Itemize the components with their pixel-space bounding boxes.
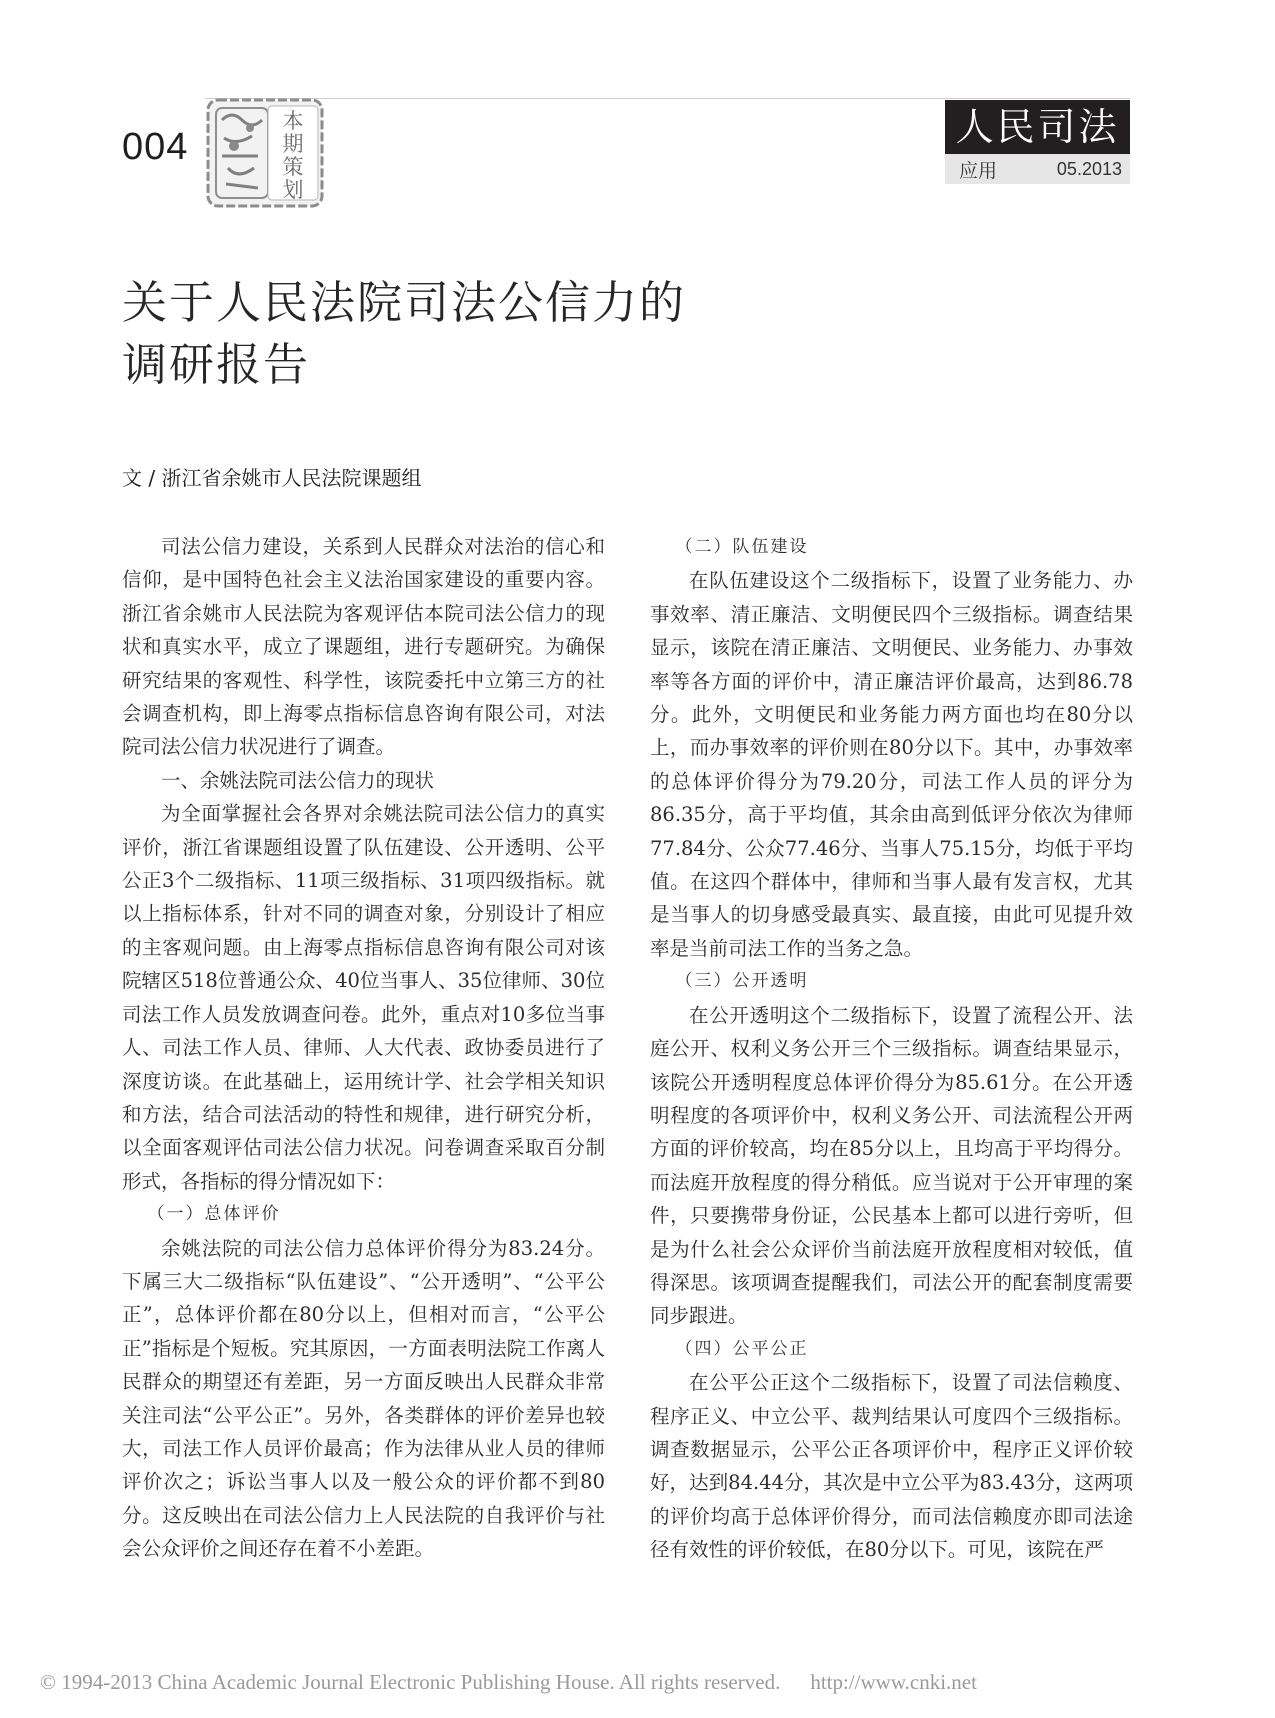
section-label-char-4: 划	[282, 178, 304, 202]
subsection-heading: （三）公开透明	[675, 971, 809, 992]
byline: 文 / 浙江省余姚市人民法院课题组	[122, 466, 422, 490]
subsection-heading: （一）总体评价	[147, 1204, 281, 1225]
header-rule	[205, 98, 1130, 99]
section-heading: 一、余姚法院司法公信力的现状	[161, 768, 435, 792]
copyright-footer	[40, 1670, 1060, 1695]
subsection-heading: （四）公平公正	[675, 1338, 809, 1359]
body-column-left	[122, 530, 605, 1566]
paragraph: 司法公信力建设，关系到人民群众对法治的信心和信仰，是中国特色社会主义法治国家建设的重要内容。浙江省余姚市人民法院为客观评估本院司法公信力的现状和真实水平，成立了课题组，进行专题研究。为确保研究结果的客观性、科学性，该院委托中立第三方的社会调查机构，即上海零点指标信息咨询有限公司，对法院司法公信力状况进行了调查。	[122, 535, 605, 759]
subsection-heading: （二）队伍建设	[675, 537, 809, 557]
paragraph: 在公开透明这个二级指标下，设置了流程公开、法庭公开、权利义务公开三个三级指标。调查结果显示，该院公开透明程度总体评价得分为85.61分。在公开透明程度的各项评价中，权利义务公开、司法流程公开两方面的评价较高，均在85分以上，且均高于平均得分。而法庭开放程度的得分稍低。应当说对于公开审理的案件，只要携带身份证，公民基本上都可以进行旁听，但是为什么社会公众评价当前法庭开放程度相对较低，值得深思。该项调查提醒我们，司法公开的配套制度需要同步跟进。	[650, 1003, 1133, 1328]
article-title-line: 调研报告	[122, 338, 311, 391]
issue-number: 05.2013	[1056, 158, 1122, 179]
article-title-line: 关于人民法院司法公信力的	[122, 276, 687, 329]
paragraph: 余姚法院的司法公信力总体评价得分为83.24分。下属三大二级指标“队伍建设”、“公开透明”、“公平公正”，总体评价都在80分以上，但相对而言，“公平公正”指标是个短板。究其原因，一方面表明法院工作离人民群众的期望还有差距，另一方面反映出人民群众非常关注司法“公平公正”。另外，各类群体的评价差异也较大，司法工作人员评价最高；作为法律从业人员的律师评价次之；诉讼当事人以及一般公众的评价都不到80分。这反映出在司法公信力上人民法院的自我评价与社会公众评价之间还存在着不小差距。	[122, 1236, 605, 1561]
article-title	[122, 272, 822, 396]
page-number: 004	[122, 126, 189, 168]
magazine-title: 人民司法	[945, 100, 1130, 154]
paragraph: 在队伍建设这个二级指标下，设置了业务能力、办事效率、清正廉洁、文明便民四个三级指标。调查结果显示，该院在清正廉洁、文明便民、业务能力、办事效率等各方面的评价中，清正廉洁评价最高，达到86.78分。此外，文明便民和业务能力两方面也均在80分以上，而办事效率的评价则在80分以下。其中，办事效率的总体评价得分为79.20分，司法工作人员的评分为86.35分，高于平均值，其余由高到低评分依次为律师77.84分、公众77.46分、当事人75.15分，均低于平均值。在这四个群体中，律师和当事人最有发言权，尤其是当事人的切身感受最真实、最直接，由此可见提升效率是当前司法工作的当务之急。	[650, 569, 1133, 960]
paragraph: 为全面掌握社会各界对余姚法院司法公信力的真实评价，浙江省课题组设置了队伍建设、公开透明、公平公正3个二级指标、11项三级指标、31项四级指标。就以上指标体系，针对不同的调查对象，分别设计了相应的主客观问题。由上海零点指标信息咨询有限公司对该院辖区518位普通公众、40位当事人、35位律师、30位司法工作人员发放调查问卷。此外，重点对10多位当事人、司法工作人员、律师、人大代表、政协委员进行了深度访谈。在此基础上，运用统计学、社会学相关知识和方法，结合司法活动的特性和规律，进行研究分析，以全面客观评估司法公信力状况。问卷调查采取百分制形式，各指标的得分情况如下：	[122, 802, 605, 1193]
paragraph: 在公平公正这个二级指标下，设置了司法信赖度、程序正义、中立公平、裁判结果认可度四个三级指标。调查数据显示，公平公正各项评价中，程序正义评价较好，达到84.44分，其次是中立公平为83.43分，这两项的评价均高于总体评价得分，而司法信赖度亦即司法途径有效性的评价较低，在80分以下。可见，该院在严	[650, 1371, 1133, 1562]
section-stamp	[206, 98, 324, 208]
masthead-subbar	[945, 154, 1130, 184]
copyright-text: © 1994-2013 China Academic Journal Electronic Publishing House. All rights reserved.	[40, 1670, 781, 1694]
magazine-masthead	[945, 100, 1130, 184]
section-label-char-2: 期	[282, 132, 304, 156]
footer-url[interactable]: http://www.cnki.net	[810, 1670, 977, 1694]
body-column-right	[650, 531, 1133, 1567]
stamp-graphic	[206, 98, 324, 208]
magazine-edition: 应用	[959, 159, 998, 182]
section-label-char-3: 策	[282, 155, 304, 179]
section-label-char-1: 本	[282, 109, 304, 133]
